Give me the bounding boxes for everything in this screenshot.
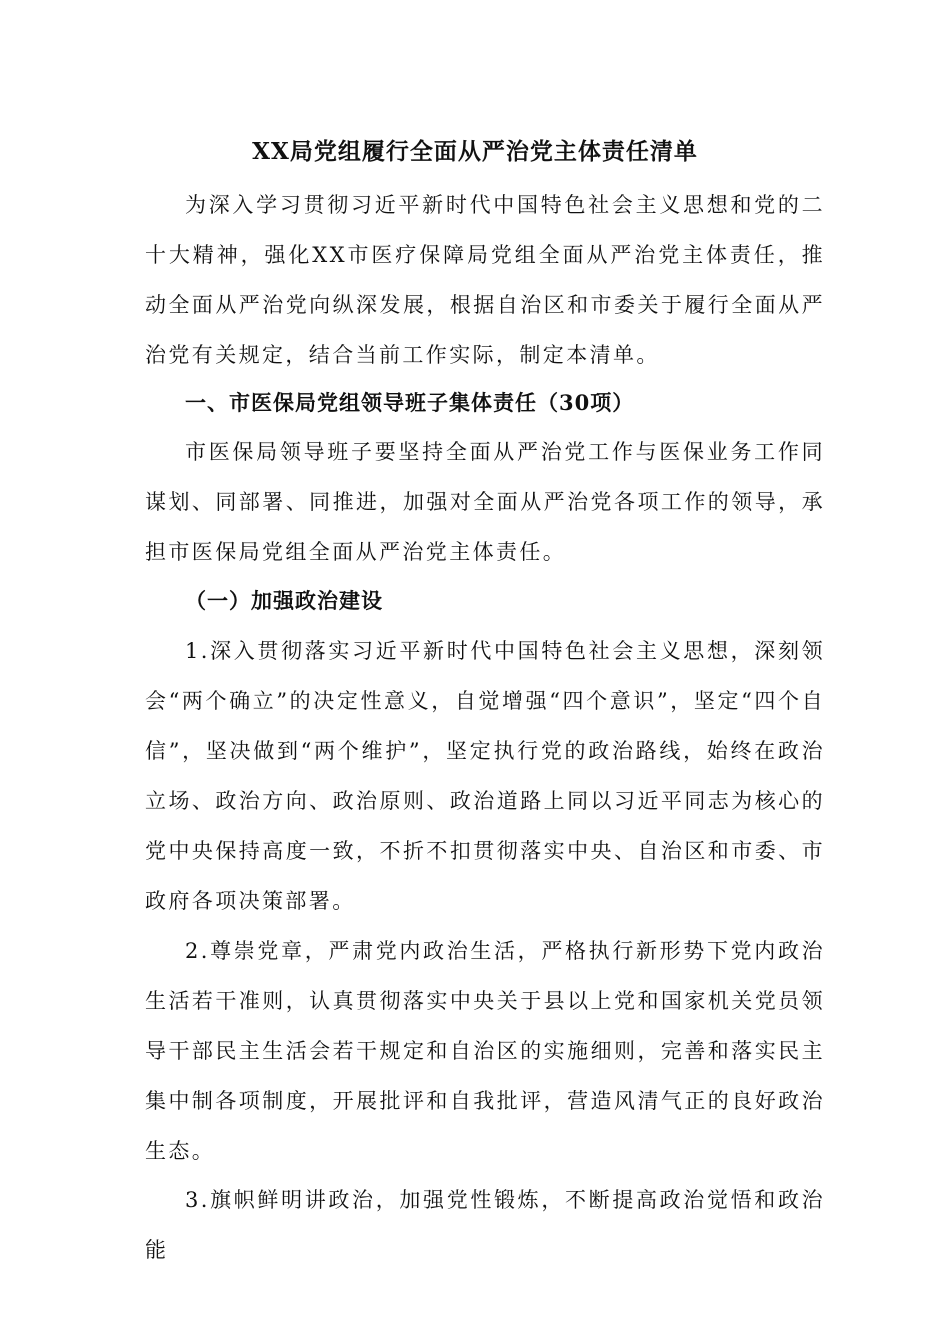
subsection-heading-1: （一）加强政治建设	[185, 588, 383, 613]
list-item-1: 1.深入贯彻落实习近平新时代中国特色社会主义思想，深刻领会“两个确立”的决定性意义，自觉增强“四个意识”，坚定“四个自信”，坚决做到“两个维护”，坚定执行党的政治路线，始终在政治立场、政治方向、政治原则、政治道路上同以习近平同志为核心的党中央保持高度一致，不折不扣贯彻落实中央、自治区和市委、市政府各项决策部署。	[145, 639, 825, 913]
section-heading-1: 一、市医保局党组领导班子集体责任（30项）	[185, 390, 635, 415]
section-1-paragraph: 市医保局领导班子要坚持全面从严治党工作与医保业务工作同谋划、同部署、同推进，加强对全面从严治党各项工作的领导，承担市医保局党组全面从严治党主体责任。	[145, 440, 825, 564]
list-item-2: 2.尊崇党章，严肃党内政治生活，严格执行新形势下党内政治生活若干准则，认真贯彻落实中央关于县以上党和国家机关党员领导干部民主生活会若干规定和自治区的实施细则，完善和落实民主集中制各项制度，开展批评和自我批评，营造风清气正的良好政治生态。	[145, 939, 825, 1163]
intro-paragraph: 为深入学习贯彻习近平新时代中国特色社会主义思想和党的二十大精神，强化XX市医疗保障局党组全面从严治党主体责任，推动全面从严治党向纵深发展，根据自治区和市委关于履行全面从严治党有关规定，结合当前工作实际，制定本清单。	[145, 193, 825, 367]
list-item-3: 3.旗帜鲜明讲政治，加强党性锻炼，不断提高政治觉悟和政治能	[145, 1188, 825, 1262]
document-title: XX局党组履行全面从严治党主体责任清单	[252, 138, 698, 165]
